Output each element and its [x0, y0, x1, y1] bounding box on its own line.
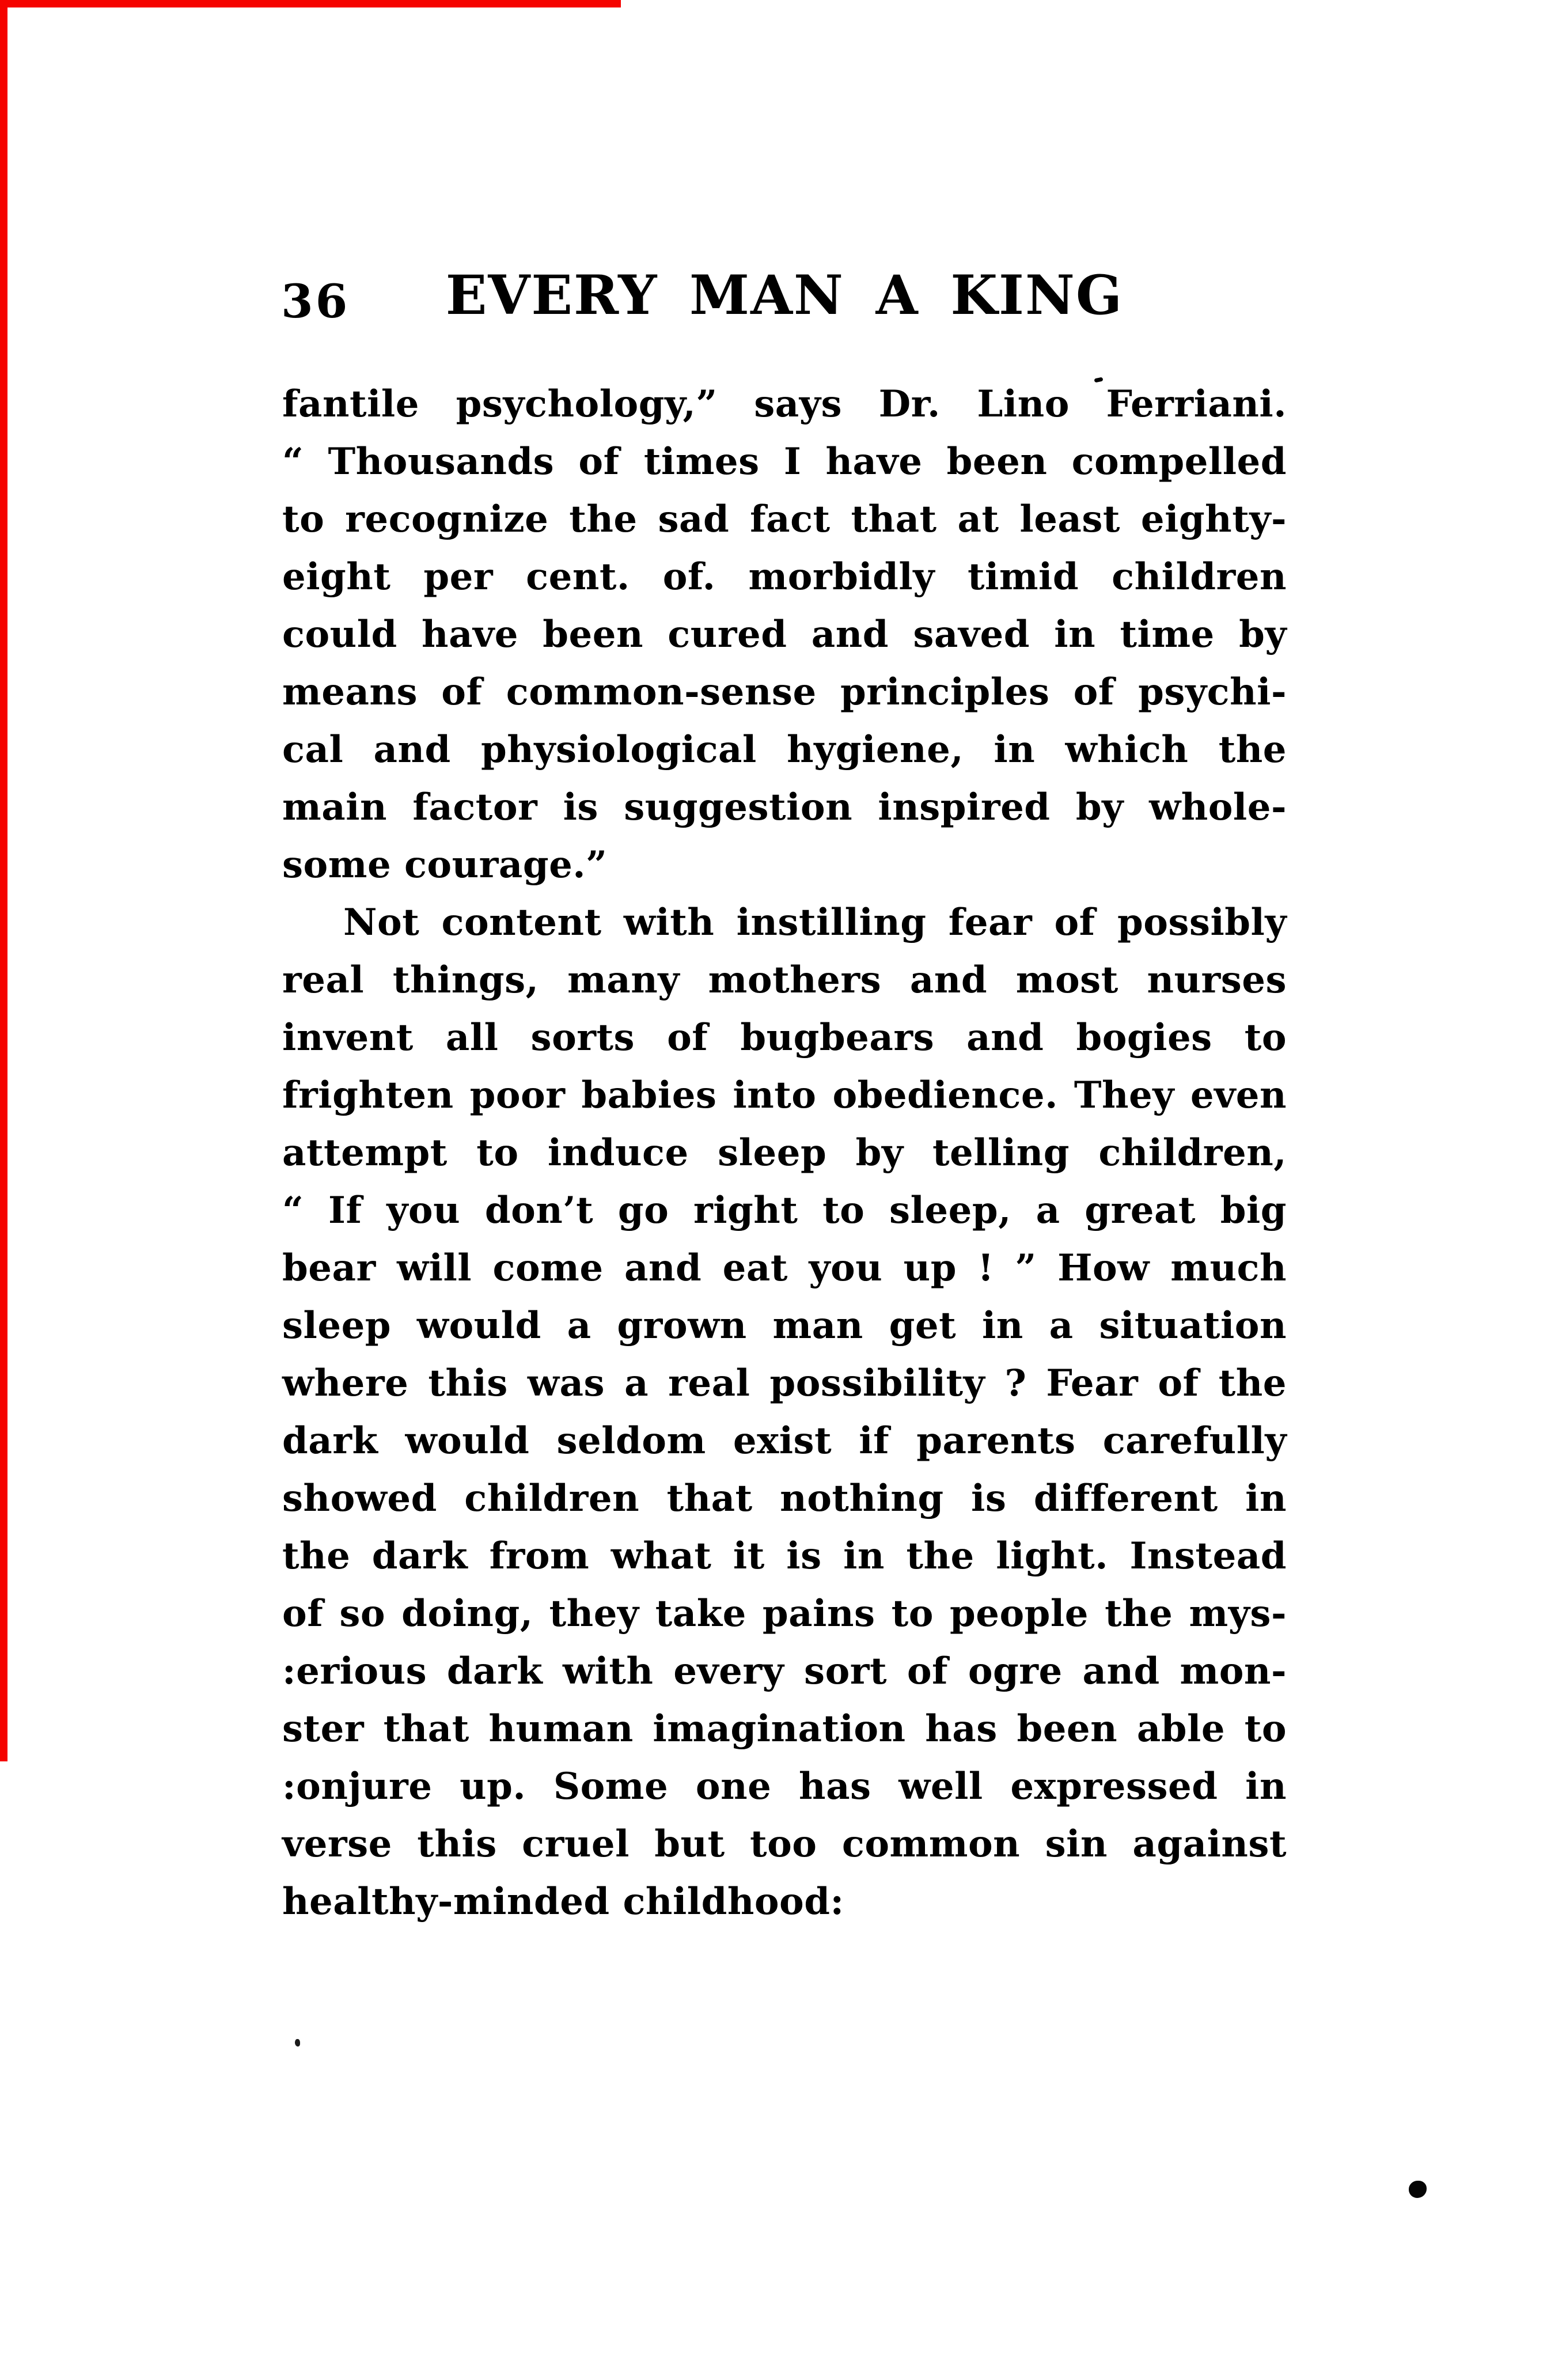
body-text-block	[282, 376, 1287, 1931]
text-line: healthy-minded childhood:	[282, 1880, 844, 1923]
text-line: invent all sorts of bugbears and bogies to	[282, 1016, 1287, 1059]
ink-blot	[1409, 2181, 1427, 2198]
scan-edge-left-strip	[0, 0, 7, 1761]
text-line: where this was a real possibility ? Fear of the	[282, 1362, 1287, 1405]
scan-edge-top-strip	[0, 0, 621, 7]
text-line: bear will come and eat you up ! ” How much	[282, 1246, 1287, 1290]
text-line: main factor is suggestion inspired by whole-	[282, 786, 1287, 829]
text-line: real things, many mothers and most nurses	[282, 958, 1287, 1002]
text-line: dark would seldom exist if parents carefully	[282, 1419, 1287, 1462]
text-line: some courage.”	[282, 843, 608, 886]
text-line: :onjure up. Some one has well expressed in	[282, 1765, 1287, 1808]
text-line: fantile psychology,” says Dr. Lino Ferriani.	[282, 382, 1287, 426]
text-line: could have been cured and saved in time by	[282, 613, 1287, 656]
text-line: of so doing, they take pains to people the mys-	[282, 1592, 1287, 1635]
ink-speck	[295, 2039, 300, 2047]
text-line: :erious dark with every sort of ogre and mon-	[282, 1650, 1287, 1693]
text-line: the dark from what it is in the light. Instead	[282, 1534, 1287, 1578]
text-line: cal and physiological hygiene, in which the	[282, 728, 1287, 771]
text-line: attempt to induce sleep by telling children,	[282, 1131, 1287, 1174]
text-line: eight per cent. of. morbidly timid children	[282, 555, 1287, 598]
text-line: verse this cruel but too common sin against	[282, 1822, 1287, 1866]
text-line: sleep would a grown man get in a situation	[282, 1304, 1287, 1347]
page-number: 36	[281, 274, 350, 328]
text-line: showed children that nothing is different in	[282, 1477, 1287, 1520]
text-line: “ Thousands of times I have been compelled	[282, 440, 1287, 483]
text-line: frighten poor babies into obedience. They even	[282, 1074, 1287, 1117]
text-line: “ If you don’t go right to sleep, a great big	[282, 1189, 1287, 1232]
text-line: Not content with instilling fear of possibly	[343, 901, 1287, 944]
running-title: EVERY MAN A KING	[445, 264, 1124, 327]
text-line: means of common-sense principles of psychi-	[282, 670, 1287, 714]
text-line: to recognize the sad fact that at least eighty-	[282, 498, 1287, 541]
text-line: ster that human imagination has been able to	[282, 1707, 1287, 1750]
